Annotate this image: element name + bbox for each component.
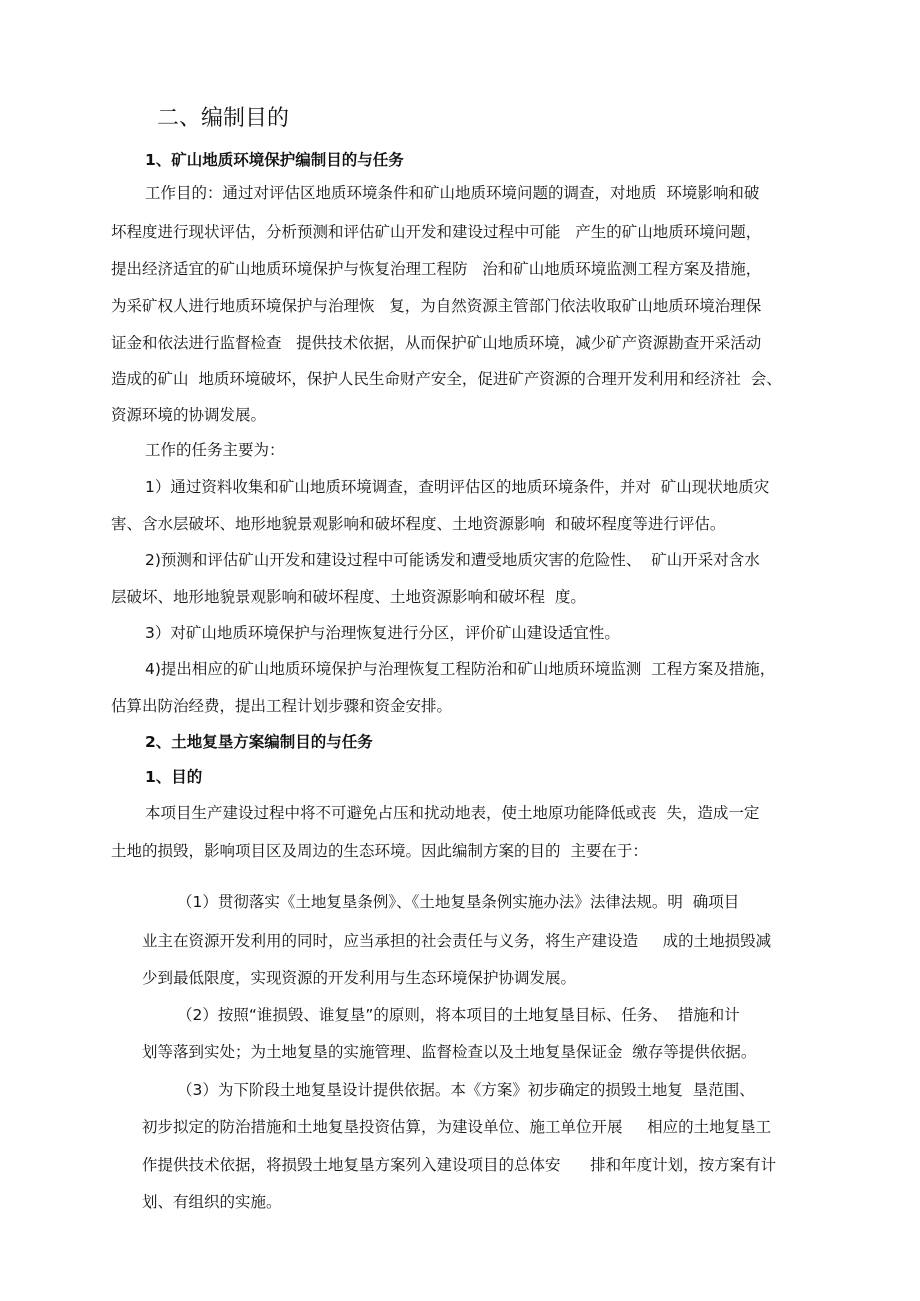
item-1-line: （1）贯彻落实《土地复垦条例》、《土地复垦条例实施办法》法律法规。明 确项目 [177, 893, 740, 911]
task-4-line: 4)提出相应的矿山地质环境保护与治理恢复工程防治和矿山地质环境监测 工程方案及措施， [145, 660, 776, 678]
purpose-line: 为采矿权人进行地质环境保护与治理恢 复，为自然资源主管部门依法收取矿山地质环境治理保 [111, 297, 762, 315]
item-3-line: 初步拟定的防治措施和土地复垦投资估算，为建设单位、施工单位开展 相应的土地复垦工 [142, 1118, 772, 1136]
purpose-line: 坏程度进行现状评估，分析预测和评估矿山开发和建设过程中可能 产生的矿山地质环境问题， [111, 223, 762, 241]
chapter-heading: 二、编制目的 [157, 106, 290, 131]
task-1-line: 害、含水层破坏、地形地貌景观影响和破坏程度、土地资源影响 和破坏程度等进行评估。 [111, 515, 726, 533]
purpose-line: 证金和依法进行监督检查 提供技术依据，从而保护矿山地质环境，减少矿产资源勘查开采活动 [111, 334, 762, 352]
tasks-intro: 工作的任务主要为： [145, 441, 285, 459]
item-2-line: （2）按照“谁损毁、谁复垦”的原则，将本项目的土地复垦目标、任务、 措施和计 [177, 1006, 740, 1024]
section2-intro-line: 土地的损毁，影响项目区及周边的生态环境。因此编制方案的目的 主要在于： [111, 842, 648, 860]
purpose-line: 资源环境的协调发展。 [111, 406, 267, 424]
task-3-line: 3）对矿山地质环境保护与治理恢复进行分区，评价矿山建设适宜性。 [145, 624, 620, 642]
item-3-line: （3）为下阶段土地复垦设计提供依据。本《方案》初步确定的损毁土地复 垦范围、 [177, 1081, 755, 1099]
section2-intro-line: 本项目生产建设过程中将不可避免占压和扰动地表，使土地原功能降低或丧 失，造成一定 [145, 804, 760, 822]
item-3-line: 作提供技术依据，将损毁土地复垦方案列入建设项目的总体安 排和年度计划，按方案有计 [142, 1156, 777, 1174]
task-2-line: 层破坏、地形地貌景观影响和破坏程度、土地资源影响和破坏程 度。 [111, 588, 586, 606]
purpose-line: 提出经济适宜的矿山地质环境保护与恢复治理工程防 治和矿山地质环境监测工程方案及措施， [111, 260, 762, 278]
item-2-line: 划等落到实处；为土地复垦的实施管理、监督检查以及土地复垦保证金 缴存等提供依据。 [142, 1043, 757, 1061]
section1-title: 1、矿山地质环境保护编制目的与任务 [145, 151, 404, 169]
item-3-line: 划、有组织的实施。 [142, 1193, 282, 1211]
purpose-line: 工作目的：通过对评估区地质环境条件和矿山地质环境问题的调查，对地质 环境影响和破 [145, 184, 760, 202]
section2-title: 2、土地复垦方案编制目的与任务 [145, 733, 373, 751]
item-1-line: 少到最低限度，实现资源的开发利用与生态环境保护协调发展。 [142, 969, 577, 987]
task-2-line: 2)预测和评估矿山开发和建设过程中可能诱发和遭受地质灾害的危险性、 矿山开采对含水 [145, 551, 760, 569]
section2-subtitle: 1、目的 [145, 768, 203, 786]
task-4-line: 估算出防治经费，提出工程计划步骤和资金安排。 [111, 697, 453, 715]
item-1-line: 业主在资源开发利用的同时，应当承担的社会责任与义务，将生产建设造 成的土地损毁减 [142, 932, 772, 950]
purpose-line: 造成的矿山 地质环境破坏，保护人民生命财产安全，促进矿产资源的合理开发利用和经济社 会、 [111, 370, 782, 388]
task-1-line: 1）通过资料收集和矿山地质环境调查，查明评估区的地质环境条件，并对 矿山现状地质灾 [145, 478, 770, 496]
